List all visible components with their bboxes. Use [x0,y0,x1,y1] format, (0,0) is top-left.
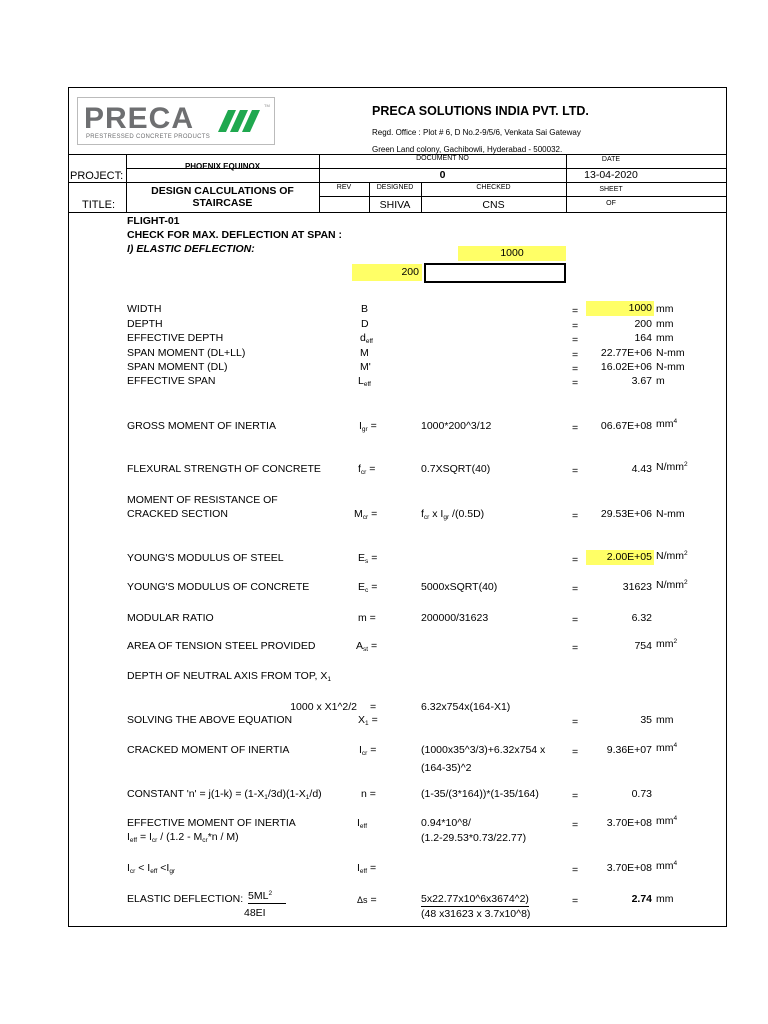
flexural-strength-value: 4.43 [631,463,652,475]
solve-value: 35 [640,714,652,726]
moi-inequality-value: 3.70E+08 [606,862,652,874]
gross-moi-unit: $mm^4$ [656,418,678,430]
depth-unit: mm [656,318,674,330]
gross-moi-formula: 1000*200^3/12 [421,420,492,432]
width-symbol: B [361,303,369,315]
company-address-line1: Regd. Office : Plot # 6, D No.2-9/5/6, Venkata Sai Gateway [372,128,581,137]
check-heading: CHECK FOR MAX. DEFLECTION AT SPAN : [127,229,343,241]
gross-moi-symbol: $I_{gr}$ = [359,420,377,433]
flexural-strength-label: FLEXURAL STRENGTH OF CONCRETE [127,463,321,475]
document-no-value: 0 [439,169,446,181]
designed-label: DESIGNED [376,184,414,191]
modular-ratio-equals: = [572,614,579,626]
flexural-strength-symbol: $f_{cr}$ = [358,463,376,476]
effective-span-equals: = [572,377,579,389]
es-label: YOUNG'S MODULUS OF STEEL [127,552,284,564]
ast-value: 754 [634,640,652,652]
moment-resistance-value: 29.53E+06 [600,508,652,520]
ec-label: YOUNG'S MODULUS OF CONCRETE [127,581,310,593]
ast-symbol: $A_{st}$ = [356,640,378,653]
effective-span-label: EFFECTIVE SPAN [127,375,216,387]
ec-formula: 5000xSQRT(40) [421,581,498,593]
ec-value: 31623 [622,581,652,593]
effective-depth-symbol: $d_{eff}$ [360,332,373,345]
cracked-moi-unit: $mm^4$ [656,742,678,754]
ast-equals: = [572,642,579,654]
effective-moi-formula-text: $I_{eff} = I_{cr} / (1.2 - M_{cr}*n / M)$ [127,831,239,844]
constant-n-formula: (1-35/(3*164))*(1-35/164) [421,788,539,800]
cracked-moi-formula-line1: (1000x35^3/3)+6.32x754 x [421,744,546,756]
modular-ratio-value: 6.32 [631,612,652,624]
depth-equals: = [572,320,579,332]
span-moment-symbol: M [360,347,369,359]
width-value: 1000 [586,301,654,316]
effective-depth-equals: = [572,334,579,346]
moment-resistance-symbol: $M_{cr}$ = [354,508,378,521]
span-moment-dl-label: SPAN MOMENT (DL) [127,361,228,373]
span-moment-equals: = [572,349,579,361]
moment-resistance-formula: $f_{cr}$ x $I_{gr}$ /(0.5D) [421,508,485,521]
es-equals: = [572,554,579,566]
elastic-deflection-symbol: Δs = [357,894,377,906]
cracked-moi-value: 9.36E+07 [606,744,652,756]
elastic-deflection-equals: = [572,895,579,907]
title-label: TITLE: [82,199,116,211]
effective-moi-formula-line1: 0.94*10^8/ [421,817,471,829]
modular-ratio-symbol: m = [358,612,376,624]
header-divider [319,196,727,197]
cracked-moi-equals: = [572,746,579,758]
constant-n-equals: = [572,790,579,802]
span-moment-dl-value: 16.02E+06 [600,361,652,373]
effective-moi-formula-line2: (1.2-29.53*0.73/22.77) [421,832,527,844]
preca-stripes-icon [210,110,268,132]
solve-label: SOLVING THE ABOVE EQUATION [127,714,293,726]
width-unit: mm [656,303,674,315]
flexural-strength-unit: $N/mm^2$ [656,461,688,473]
depth-symbol: D [361,318,369,330]
flexural-strength-equals: = [572,465,579,477]
neutral-axis-equation-lhs: 1000 x X1^2/2 [290,701,357,713]
neutral-axis-label: DEPTH OF NEUTRAL AXIS FROM TOP, $X_1$ [127,670,331,683]
effective-span-value: 3.67 [631,375,652,387]
document-no-label: DOCUMENT NO [416,155,469,162]
moment-resistance-label-line2: CRACKED SECTION [127,508,228,520]
title-line2: STAIRCASE [192,197,253,209]
es-symbol: $E_s$ = [358,552,378,565]
cracked-moi-label: CRACKED MOMENT OF INERTIA [127,744,290,756]
width-equals: = [572,305,579,317]
moi-inequality-symbol: $I_{eff}$ = [357,862,377,875]
constant-n-value: 0.73 [631,788,652,800]
moment-resistance-unit: N-mm [656,508,685,520]
checked-value: CNS [482,199,505,211]
constant-n-label: CONSTANT '$n' = j(1-k) = (1-X_1/3d)(1-X_1/d)$ [127,788,322,801]
designed-value: SHIVA [379,199,411,211]
sheet-value: OF [606,200,616,207]
span-moment-dl-unit: N-mm [656,361,685,373]
ast-unit: $mm^2$ [656,638,678,650]
project-value: PHOENIX EQUINOX [184,162,261,171]
gross-moi-equals: = [572,422,579,434]
effective-depth-label: EFFECTIVE DEPTH [127,332,224,344]
elastic-deflection-denominator: 48EI [244,907,266,919]
title-line1: DESIGN CALCULATIONS OF [151,185,294,197]
modular-ratio-label: MODULAR RATIO [127,612,214,624]
solve-unit: mm [656,714,674,726]
effective-depth-unit: mm [656,332,674,344]
span-moment-dl-equals: = [572,363,579,375]
effective-moi-symbol: $I_{eff}$ [357,817,368,830]
modular-ratio-formula: 200000/31623 [421,612,489,624]
span-moment-unit: N-mm [656,347,685,359]
depth-value: 200 [634,318,652,330]
moi-inequality-equals: = [572,864,579,876]
es-unit: $N/mm^2$ [656,550,688,562]
sheet-label: SHEET [599,186,623,193]
flight-heading: FLIGHT-01 [127,215,180,227]
neutral-axis-equation-rhs: 6.32x754x(164-X1) [421,701,511,713]
width-label: WIDTH [127,303,162,315]
header-divider [68,182,727,183]
solve-symbol: $X_1$ = [358,714,378,727]
company-name: PRECA SOLUTIONS INDIA PVT. LTD. [372,104,589,118]
logo-tagline: PRESTRESSED CONCRETE PRODUCTS [86,134,211,140]
company-address-line2: Green Land colony, Gachibowli, Hyderabad - 500032. [372,145,563,154]
company-logo [77,97,275,145]
header-divider [68,212,727,213]
ec-symbol: $E_c$ = [358,581,378,594]
elastic-deflection-formula-denominator: (48 x31623 x 3.7x10^8) [421,908,531,920]
sketch-width-value: 1000 [458,246,566,261]
moment-resistance-equals: = [572,510,579,522]
span-moment-label: SPAN MOMENT (DL+LL) [127,347,246,359]
span-moment-dl-symbol: M' [360,361,371,373]
elastic-deflection-value: 2.74 [631,893,652,905]
elastic-deflection-formula-numerator: 5x22.77x10^6x3674^2) [421,893,529,907]
project-label: PROJECT: [70,170,124,182]
elastic-deflection-unit: mm [656,893,674,905]
neutral-axis-equation-equals: = [370,701,377,713]
effective-depth-value: 164 [634,332,652,344]
effective-moi-unit: $mm^4$ [656,815,678,827]
ast-label: AREA OF TENSION STEEL PROVIDED [127,640,316,652]
gross-moi-label: GROSS MOMENT OF INERTIA [127,420,276,432]
constant-n-symbol: n = [361,788,376,800]
rev-label: REV [336,184,352,191]
effective-moi-equals: = [572,819,579,831]
ec-unit: $N/mm^2$ [656,579,688,591]
effective-span-unit: m [656,375,665,387]
date-value: 13-04-2020 [584,169,638,181]
elastic-deflection-heading: I) ELASTIC DEFLECTION: [127,243,255,255]
depth-label: DEPTH [127,318,163,330]
moi-inequality-unit: $mm^4$ [656,860,678,872]
elastic-deflection-numerator: $5ML^2$ [248,890,286,904]
sketch-depth-value: 200 [352,264,422,281]
effective-span-symbol: $L_{eff}$ [358,375,371,388]
logo-trademark: TM [264,103,270,108]
effective-moi-label: EFFECTIVE MOMENT OF INERTIA [127,817,296,829]
flexural-strength-formula: 0.7XSQRT(40) [421,463,491,475]
date-label: DATE [601,156,621,163]
cracked-moi-formula-line2: (164-35)^2 [421,762,472,774]
elastic-deflection-label: ELASTIC DEFLECTION: [127,893,244,905]
moment-resistance-label-line1: MOMENT OF RESISTANCE OF [127,494,278,506]
gross-moi-value: 06.67E+08 [600,420,652,432]
section-sketch-rectangle [424,263,566,283]
effective-moi-value: 3.70E+08 [606,817,652,829]
es-value: 2.00E+05 [586,550,654,565]
solve-equals: = [572,716,579,728]
logo-wordmark: PRECA [84,102,195,135]
checked-label: CHECKED [476,184,511,191]
span-moment-value: 22.77E+06 [600,347,652,359]
moi-inequality-text: $I_{cr} < I_{eff} <I_{gr}$ [127,862,176,875]
cracked-moi-symbol: $I_{cr}$ = [359,744,377,757]
ec-equals: = [572,583,579,595]
